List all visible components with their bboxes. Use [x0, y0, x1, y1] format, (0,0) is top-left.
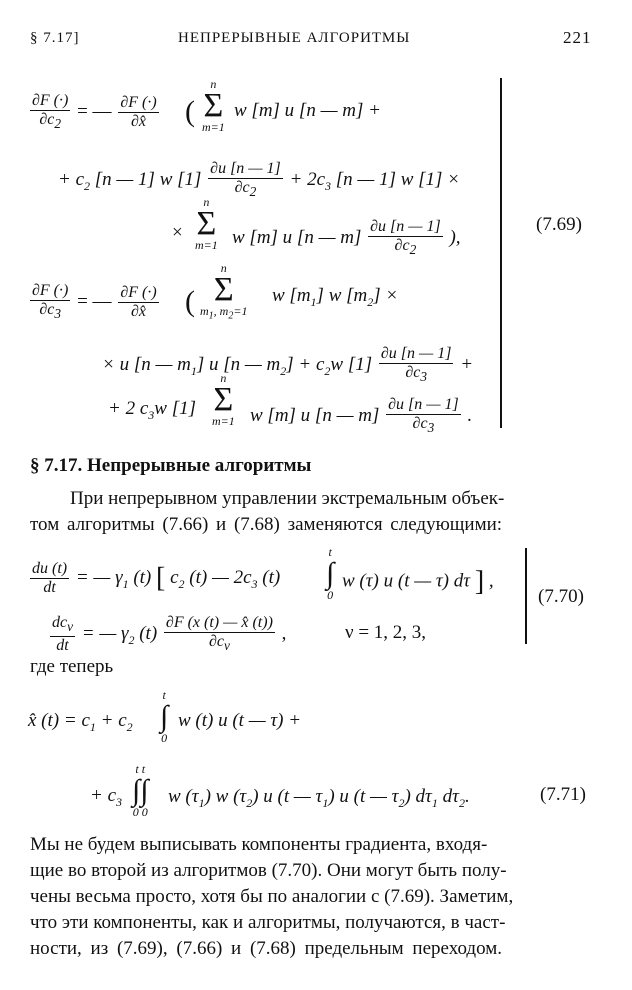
equation-number-7-69: (7.69) — [536, 214, 582, 235]
paragraph-line: щие во второй из алгоритмов (7.70). Они могут быть полу- — [30, 860, 507, 881]
sum-operator: n Σ m=1 — [202, 77, 225, 134]
page-number: 221 — [563, 28, 592, 47]
paragraph-line: ности, из (7.69), (7.66) и (7.68) предельным переходом. — [30, 938, 502, 959]
nu-values: ν = 1, 2, 3, — [345, 622, 427, 643]
paragraph-line: При непрерывном управлении экстремальным объек- — [70, 488, 505, 509]
paragraph-line: что эти компоненты, как и алгоритмы, получаются, в част- — [30, 912, 506, 933]
running-header-title: НЕПРЕРЫВНЫЕ АЛГОРИТМЫ — [178, 30, 411, 46]
eq769-line1: $\frac{\partial F (\cdot)}{\partial c_2}$ = — $\frac{\partial F (\cdot)}{\partial x̂}$ — [32, 92, 157, 132]
paragraph-line: том алгоритмы (7.66) и (7.68) заменяются следующими: — [30, 514, 503, 535]
paragraph-line: Мы не будем выписывать компоненты градиента, входя- — [30, 834, 488, 855]
paragraph-line: чены весьма просто, хотя бы по аналогии с (7.69). Заметим, — [30, 886, 514, 907]
equation-number-7-70: (7.70) — [538, 586, 584, 607]
running-header-section: § 7.17] — [30, 30, 80, 46]
section-heading: § 7.17. Непрерывные алгоритмы — [30, 455, 312, 476]
right-brace — [500, 78, 502, 428]
integral-sign: t ∫ 0 — [326, 545, 335, 602]
equation-number-7-71: (7.71) — [540, 784, 586, 805]
where-text: где теперь — [30, 656, 114, 677]
